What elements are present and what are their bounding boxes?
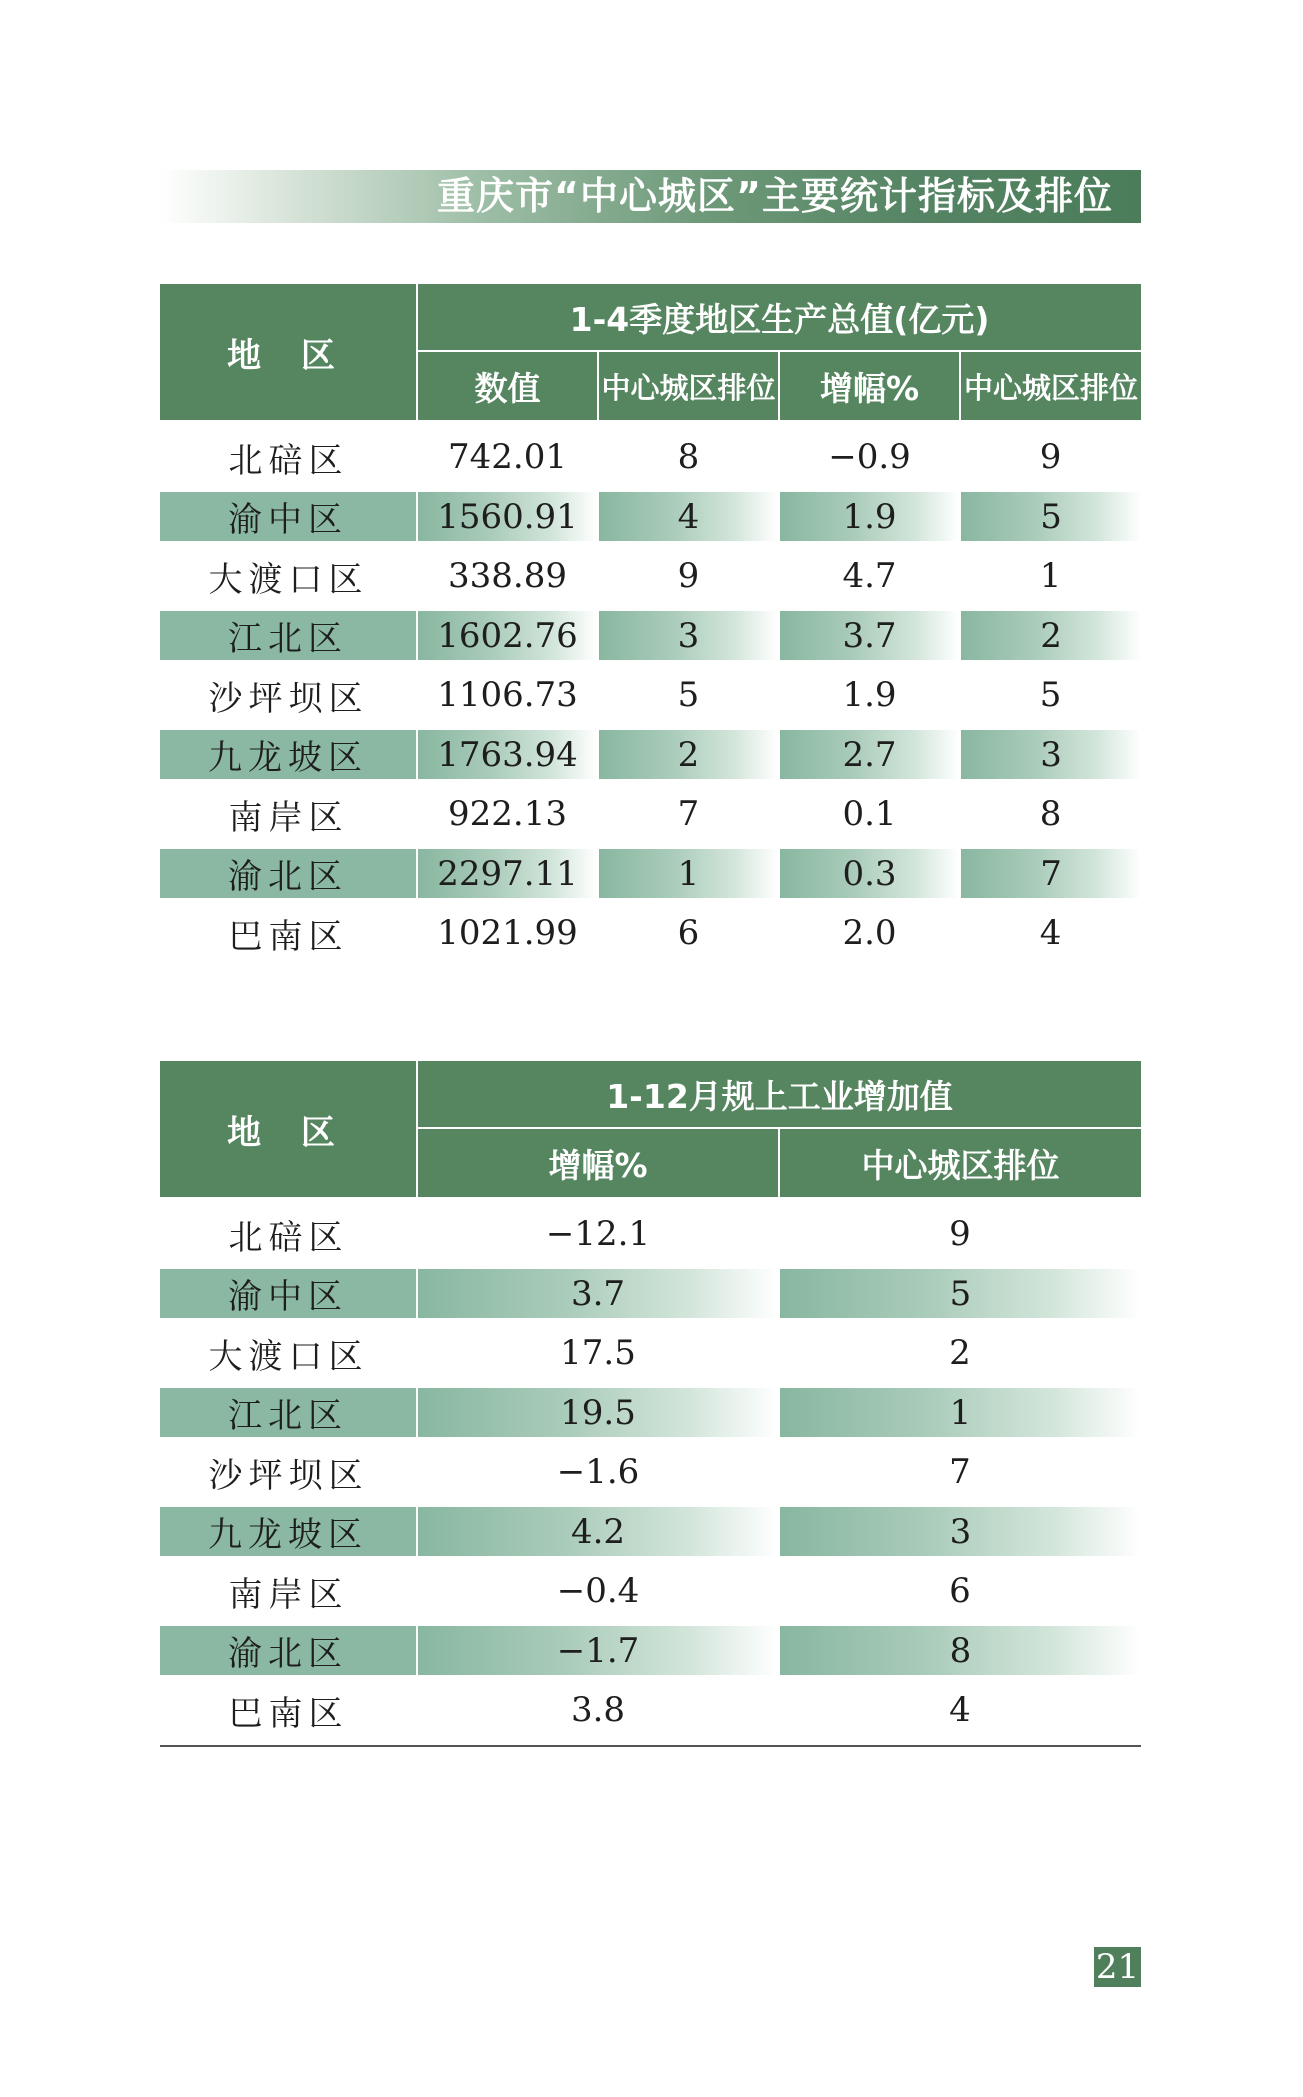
industry-table	[160, 1061, 1141, 1747]
growth-value: 0.3	[779, 849, 960, 898]
rank-value: 9	[949, 1214, 971, 1254]
gdp-value: 1602.76	[417, 611, 598, 660]
table-row	[160, 1507, 1141, 1556]
gdp-table	[160, 284, 1141, 968]
region-header: 地 区	[160, 284, 417, 421]
region-name: 沙坪坝区	[208, 1455, 369, 1496]
table-row	[160, 1269, 1141, 1318]
value-rank: 6	[677, 913, 700, 953]
region-name: 巴南区	[160, 1675, 417, 1746]
growth-value: 2.0	[842, 913, 897, 953]
rank-value: 7	[949, 1452, 971, 1492]
region-name: 北碚区	[228, 1217, 349, 1258]
table-row	[160, 1198, 1141, 1269]
table-row	[160, 421, 1141, 492]
gdp-value: 922.13	[448, 794, 567, 834]
value-rank: 8	[677, 437, 700, 477]
growth-rank: 9	[1039, 437, 1062, 477]
value-rank: 7	[677, 794, 700, 834]
growth-value: 0.1	[842, 794, 897, 834]
value-rank: 3	[598, 611, 779, 660]
value-rank: 2	[598, 730, 779, 779]
rank-value: 8	[779, 1626, 1141, 1675]
growth-value: 1.9	[779, 492, 960, 541]
region-name: 南岸区	[228, 797, 349, 838]
region-header: 地 区	[160, 1061, 417, 1198]
table-row	[160, 779, 1141, 849]
growth-rank: 1	[1039, 556, 1062, 596]
region-name: 南岸区	[228, 1574, 349, 1615]
growth-rank: 7	[960, 849, 1141, 898]
growth-value: −0.4	[556, 1571, 640, 1611]
value-rank-header: 中心城区排位	[598, 351, 779, 421]
gdp-group-header: 1-4季度地区生产总值(亿元)	[417, 284, 1141, 351]
growth-value: −0.9	[828, 437, 911, 477]
value-rank: 4	[598, 492, 779, 541]
growth-header: 增幅%	[779, 351, 960, 421]
table-row	[160, 1437, 1141, 1507]
region-name: 江北区	[160, 1388, 417, 1437]
table-row	[160, 1318, 1141, 1388]
region-name: 巴南区	[228, 916, 349, 957]
region-name: 渝北区	[160, 849, 417, 898]
region-name: 渝北区	[160, 1626, 417, 1675]
region-name: 江北区	[160, 611, 417, 660]
region-name: 九龙坡区	[160, 730, 417, 779]
gdp-value: 1560.91	[417, 492, 598, 541]
rank-value: 6	[949, 1571, 971, 1611]
table-row	[160, 492, 1141, 541]
growth-rank: 5	[1039, 675, 1062, 715]
region-name: 大渡口区	[208, 1336, 369, 1377]
table-row	[160, 611, 1141, 660]
growth-rank: 8	[1039, 794, 1062, 834]
growth-value: 19.5	[417, 1388, 779, 1437]
gdp-value: 338.89	[448, 556, 567, 596]
table-row	[160, 1388, 1141, 1437]
growth-header: 增幅%	[417, 1128, 779, 1198]
growth-value: −1.6	[556, 1452, 640, 1492]
table-row	[160, 849, 1141, 898]
gdp-value: 1021.99	[437, 913, 578, 953]
growth-value: −12.1	[545, 1214, 651, 1254]
region-name: 大渡口区	[208, 559, 369, 600]
region-name: 渝中区	[160, 1269, 417, 1318]
growth-rank: 2	[960, 611, 1141, 660]
growth-value: −1.7	[417, 1626, 779, 1675]
title-band	[160, 170, 1141, 223]
value-header: 数值	[417, 351, 598, 421]
growth-rank: 4	[1039, 913, 1062, 953]
value-rank: 9	[677, 556, 700, 596]
growth-value: 17.5	[560, 1333, 636, 1373]
value-rank: 5	[677, 675, 700, 715]
table-row	[160, 730, 1141, 779]
table-row	[160, 1626, 1141, 1675]
rank-value: 5	[779, 1269, 1141, 1318]
gdp-value: 1763.94	[417, 730, 598, 779]
growth-value: 4.2	[417, 1507, 779, 1556]
value-rank: 1	[598, 849, 779, 898]
growth-value: 3.7	[417, 1269, 779, 1318]
growth-value: 3.7	[779, 611, 960, 660]
growth-value: 2.7	[779, 730, 960, 779]
region-name: 九龙坡区	[160, 1507, 417, 1556]
region-name: 北碚区	[228, 440, 349, 481]
page-number: 21	[1095, 1947, 1140, 1987]
growth-rank: 5	[960, 492, 1141, 541]
rank-value: 3	[779, 1507, 1141, 1556]
growth-value: 4.7	[842, 556, 897, 596]
rank-value: 1	[779, 1388, 1141, 1437]
gdp-value: 742.01	[448, 437, 567, 477]
table-row	[160, 898, 1141, 968]
table-row	[160, 660, 1141, 730]
rank-value: 2	[949, 1333, 971, 1373]
table-row	[160, 541, 1141, 611]
page-title: 重庆市“中心城区”主要统计指标及排位	[437, 174, 1113, 218]
rank-header: 中心城区排位	[779, 1128, 1141, 1198]
region-name: 沙坪坝区	[208, 678, 369, 719]
growth-value: 3.8	[417, 1675, 779, 1746]
growth-value: 1.9	[842, 675, 897, 715]
gdp-value: 2297.11	[417, 849, 598, 898]
gdp-value: 1106.73	[437, 675, 578, 715]
growth-rank-header: 中心城区排位	[960, 351, 1141, 421]
industry-group-header: 1-12月规上工业增加值	[417, 1061, 1141, 1128]
table-row	[160, 1556, 1141, 1626]
table-row	[160, 1675, 1141, 1746]
growth-rank: 3	[960, 730, 1141, 779]
rank-value: 4	[779, 1675, 1141, 1746]
region-name: 渝中区	[160, 492, 417, 541]
